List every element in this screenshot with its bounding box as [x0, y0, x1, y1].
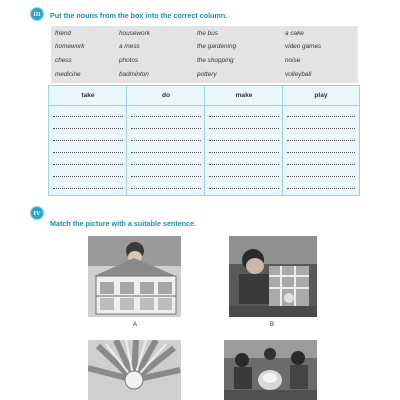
answer-line[interactable] — [53, 176, 123, 177]
answer-line[interactable] — [209, 176, 279, 177]
word-item: photos — [119, 57, 139, 64]
answer-line[interactable] — [287, 140, 355, 141]
section-instruction: Put the nouns from the box into the correct column. — [50, 11, 228, 20]
answer-line[interactable] — [287, 152, 355, 153]
word-item: badminton — [119, 71, 149, 78]
answer-line[interactable] — [53, 128, 123, 129]
answer-line[interactable] — [53, 116, 123, 117]
answer-line[interactable] — [131, 164, 201, 165]
noun-column-table — [48, 85, 360, 196]
answer-line[interactable] — [209, 188, 279, 189]
children-science-experiment-photo-icon — [224, 340, 317, 400]
answer-line[interactable] — [131, 188, 201, 189]
word-item: a mess — [119, 43, 140, 50]
answer-line[interactable] — [209, 128, 279, 129]
column-divider — [204, 86, 205, 195]
answer-line[interactable] — [53, 188, 123, 189]
picture-label: A — [132, 321, 138, 328]
answer-line[interactable] — [131, 152, 201, 153]
answer-line[interactable] — [53, 164, 123, 165]
column-divider — [282, 86, 283, 195]
word-item: housework — [119, 30, 150, 37]
picture-label: B — [269, 321, 275, 328]
picture-d[interactable] — [224, 340, 317, 400]
answer-line[interactable] — [131, 128, 201, 129]
answer-line[interactable] — [209, 140, 279, 141]
column-divider — [126, 86, 127, 195]
answer-line[interactable] — [209, 152, 279, 153]
answer-line[interactable] — [209, 164, 279, 165]
word-item: the shopping — [197, 57, 234, 64]
word-box — [51, 26, 358, 83]
section-number: III — [33, 10, 41, 18]
answer-line[interactable] — [131, 116, 201, 117]
answer-line[interactable] — [287, 128, 355, 129]
answer-line[interactable] — [287, 188, 355, 189]
section-number-badge — [30, 206, 44, 220]
word-item: video games — [285, 43, 322, 50]
answer-line[interactable] — [53, 140, 123, 141]
answer-line[interactable] — [287, 176, 355, 177]
answer-line[interactable] — [53, 152, 123, 153]
word-item: the bus — [197, 30, 218, 37]
word-item: pottery — [197, 71, 217, 78]
word-item: noise — [285, 57, 301, 64]
dollhouse-photo-icon — [88, 236, 181, 317]
section-number-badge — [30, 7, 44, 21]
word-item: medicine — [55, 71, 81, 78]
word-item: volleyball — [285, 71, 312, 78]
word-item: friend — [55, 30, 71, 37]
answer-line[interactable] — [209, 116, 279, 117]
word-item: a cake — [285, 30, 304, 37]
picture-c[interactable] — [88, 340, 181, 400]
answer-line[interactable] — [287, 164, 355, 165]
answer-line[interactable] — [287, 116, 355, 117]
picture-b[interactable] — [229, 236, 317, 317]
column-header-make: make — [235, 92, 253, 99]
answer-line[interactable] — [131, 140, 201, 141]
word-item: homework — [55, 43, 85, 50]
section-instruction: Match the picture with a suitable sentence. — [50, 219, 197, 228]
answer-line[interactable] — [131, 176, 201, 177]
column-header-play: play — [314, 92, 328, 99]
picture-a[interactable] — [88, 236, 181, 317]
word-item: chess — [55, 57, 72, 64]
stamp-collection-photo-icon — [88, 340, 181, 400]
column-header-do: do — [161, 92, 171, 99]
word-item: the gardening — [197, 43, 237, 50]
column-header-take: take — [81, 92, 95, 99]
section-number: IV — [33, 209, 41, 217]
boy-building-model-photo-icon — [229, 236, 317, 317]
